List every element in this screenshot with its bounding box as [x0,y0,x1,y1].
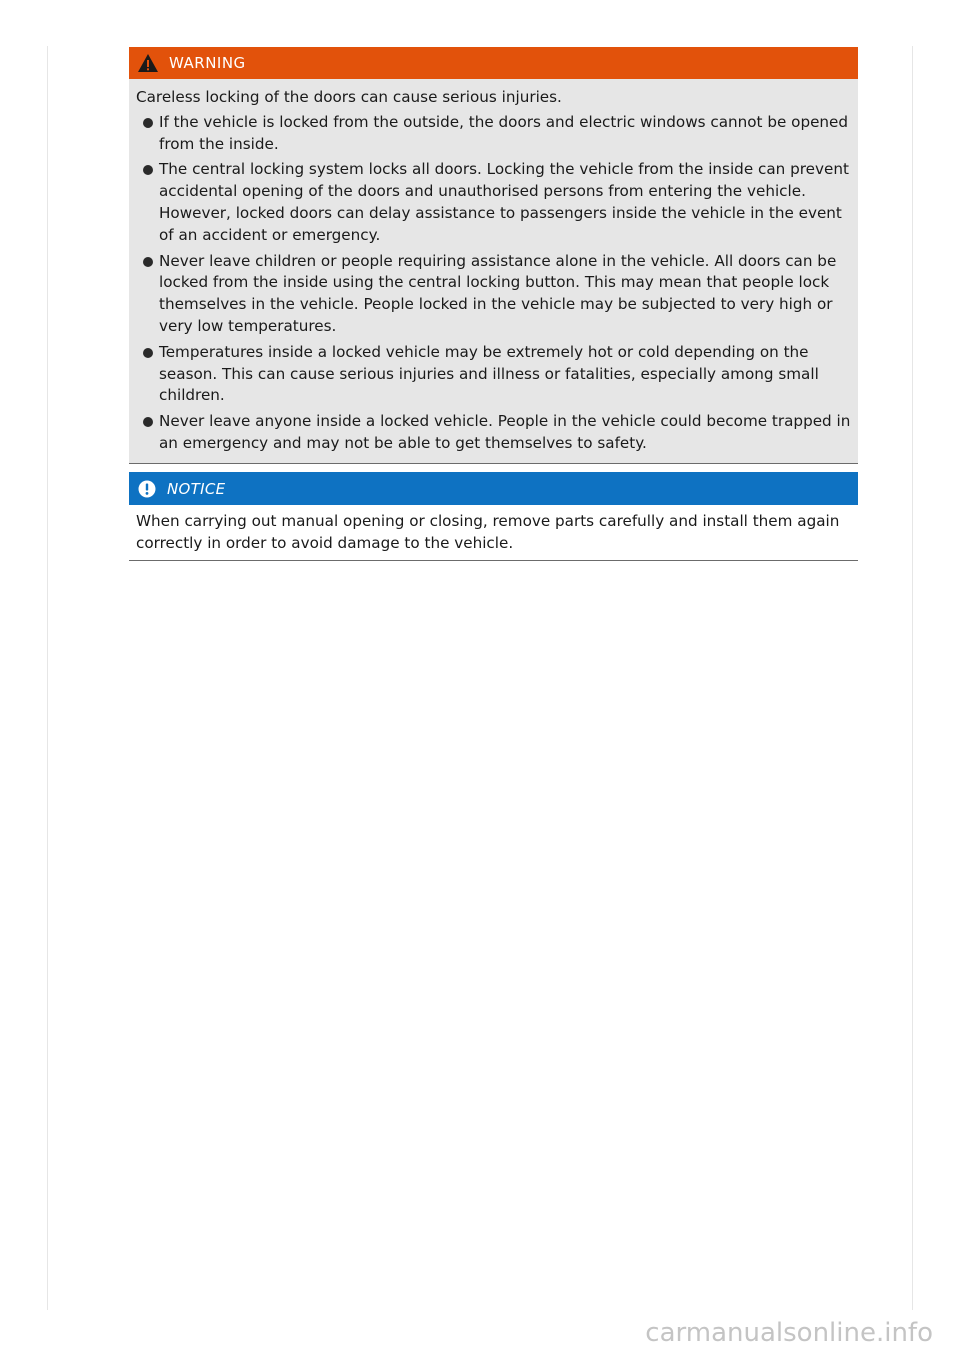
notice-box [129,472,858,561]
warning-box [129,47,858,464]
list-item-text: The central locking system locks all doors. Locking the vehicle from the inside can prevent accidental opening of the doors and unauthorised persons from entering the vehicle. However, locked doors can delay assistance to passengers inside the vehicle in the event of an accident or emergency. [159,160,849,244]
bullet-icon [143,348,153,358]
list-item-text: Never leave children or people requiring assistance alone in the vehicle. All doors can be locked from the inside using the central locking button. This may mean that people lock themselves in the vehicle. People locked in the vehicle may be subjected to very high or very low temperatures. [159,251,837,335]
warning-header [129,47,858,79]
warning-triangle-icon [137,53,159,73]
watermark-text: carmanualsonline.info [645,1318,933,1348]
list-item-text: If the vehicle is locked from the outside, the doors and electric windows cannot be opened from the inside. [159,112,849,153]
bullet-icon [143,165,153,175]
list-item-text: Temperatures inside a locked vehicle may be extremely hot or cold depending on the season. This can cause serious injuries and illness or fatalities, especially among small children. [159,342,819,405]
bullet-icon [143,118,153,128]
list-item [136,251,852,338]
list-item-text: Never leave anyone inside a locked vehicle. People in the vehicle could become trapped in an emergency and may not be able to get themselves to safety. [159,412,851,452]
list-item [136,159,852,246]
bullet-icon [143,417,153,427]
notice-header [129,472,858,505]
warning-body [129,79,858,463]
list-item [136,342,852,407]
notice-title: NOTICE [167,479,226,498]
list-item [136,112,852,156]
page-margin-line-left [47,46,48,1310]
list-item [136,411,852,455]
notice-body: When carrying out manual opening or closing, remove parts carefully and install them again correctly in order to avoid damage to the vehicle. [136,512,840,552]
warning-title: WARNING [169,54,246,72]
exclamation-circle-icon [137,479,157,499]
page-margin-line-right [912,46,913,1310]
bullet-icon [143,257,153,267]
warning-intro: Careless locking of the doors can cause serious injuries. [136,88,562,106]
warning-list [136,112,852,455]
